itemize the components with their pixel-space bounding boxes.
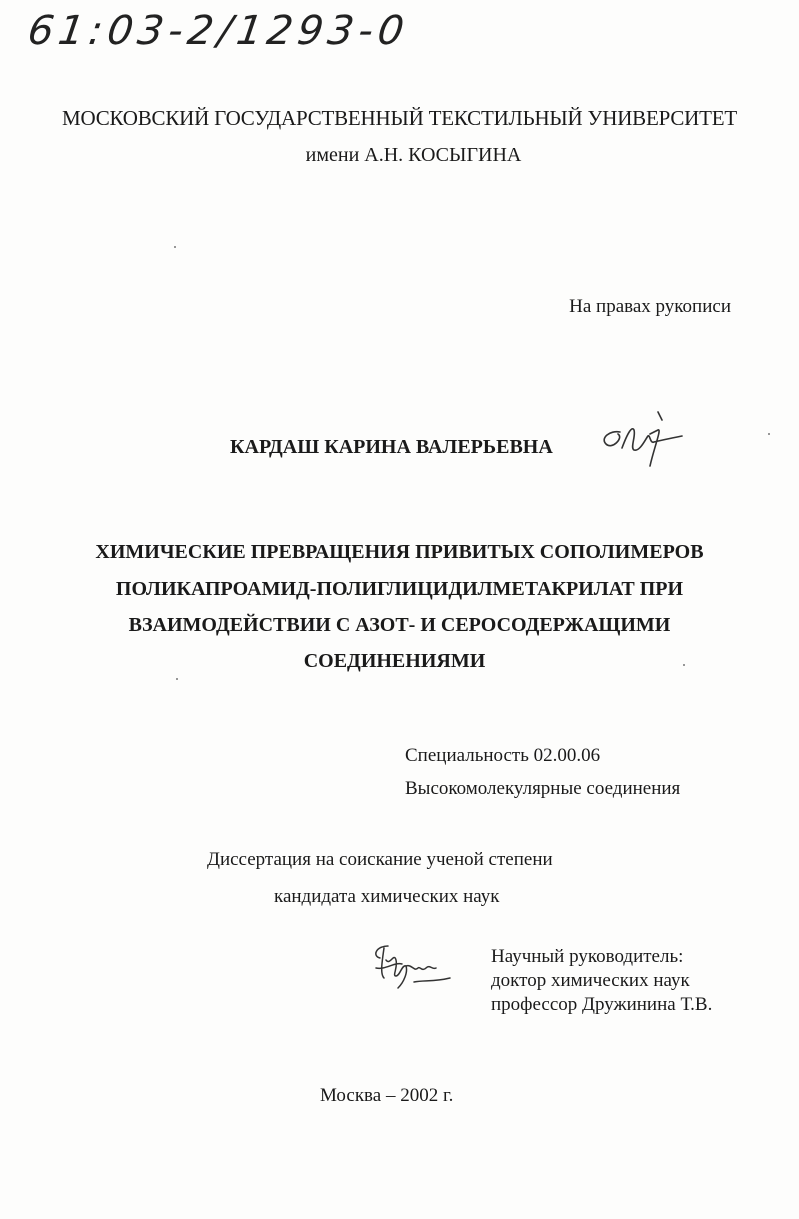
dissertation-title-line: СОЕДИНЕНИЯМИ xyxy=(303,650,486,672)
author-name: КАРДАШ КАРИНА ВАЛЕРЬЕВНА xyxy=(230,436,553,458)
specialty-name: Высокомолекулярные соединения xyxy=(405,778,681,799)
dissertation-title-line: ПОЛИКАПРОАМИД-ПОЛИГЛИЦИДИЛМЕТАКРИЛАТ ПРИ xyxy=(115,578,684,600)
specialty-code: Специальность 02.00.06 xyxy=(405,745,601,766)
dissertation-degree-line: кандидата химических наук xyxy=(274,886,500,907)
supervisor-name: профессор Дружинина Т.В. xyxy=(491,994,713,1015)
handwritten-catalog-number: 61:03-2/1293-0 xyxy=(24,8,412,54)
supervisor-degree: доктор химических наук xyxy=(491,970,690,991)
university-named-after: имени А.Н. КОСЫГИНА xyxy=(305,144,522,166)
author-signature-icon xyxy=(592,408,692,478)
dissertation-degree-line: Диссертация на соискание ученой степени xyxy=(207,849,553,870)
dissertation-title-line: ХИМИЧЕСКИЕ ПРЕВРАЩЕНИЯ ПРИВИТЫХ СОПОЛИМЕРОВ xyxy=(95,541,704,563)
scan-speck xyxy=(683,664,685,666)
supervisor-label: Научный руководитель: xyxy=(491,946,684,967)
dissertation-title-line: ВЗАИМОДЕЙСТВИИ С АЗОТ- И СЕРОСОДЕРЖАЩИМИ xyxy=(128,614,671,636)
scan-speck xyxy=(768,433,770,435)
city-year: Москва – 2002 г. xyxy=(320,1085,454,1106)
supervisor-signature-icon xyxy=(366,938,458,998)
scan-speck xyxy=(174,246,176,248)
scan-speck xyxy=(176,678,178,680)
rights-note: На правах рукописи xyxy=(569,296,731,317)
university-name: МОСКОВСКИЙ ГОСУДАРСТВЕННЫЙ ТЕКСТИЛЬНЫЙ УНИВЕРСИТЕТ xyxy=(62,106,737,130)
